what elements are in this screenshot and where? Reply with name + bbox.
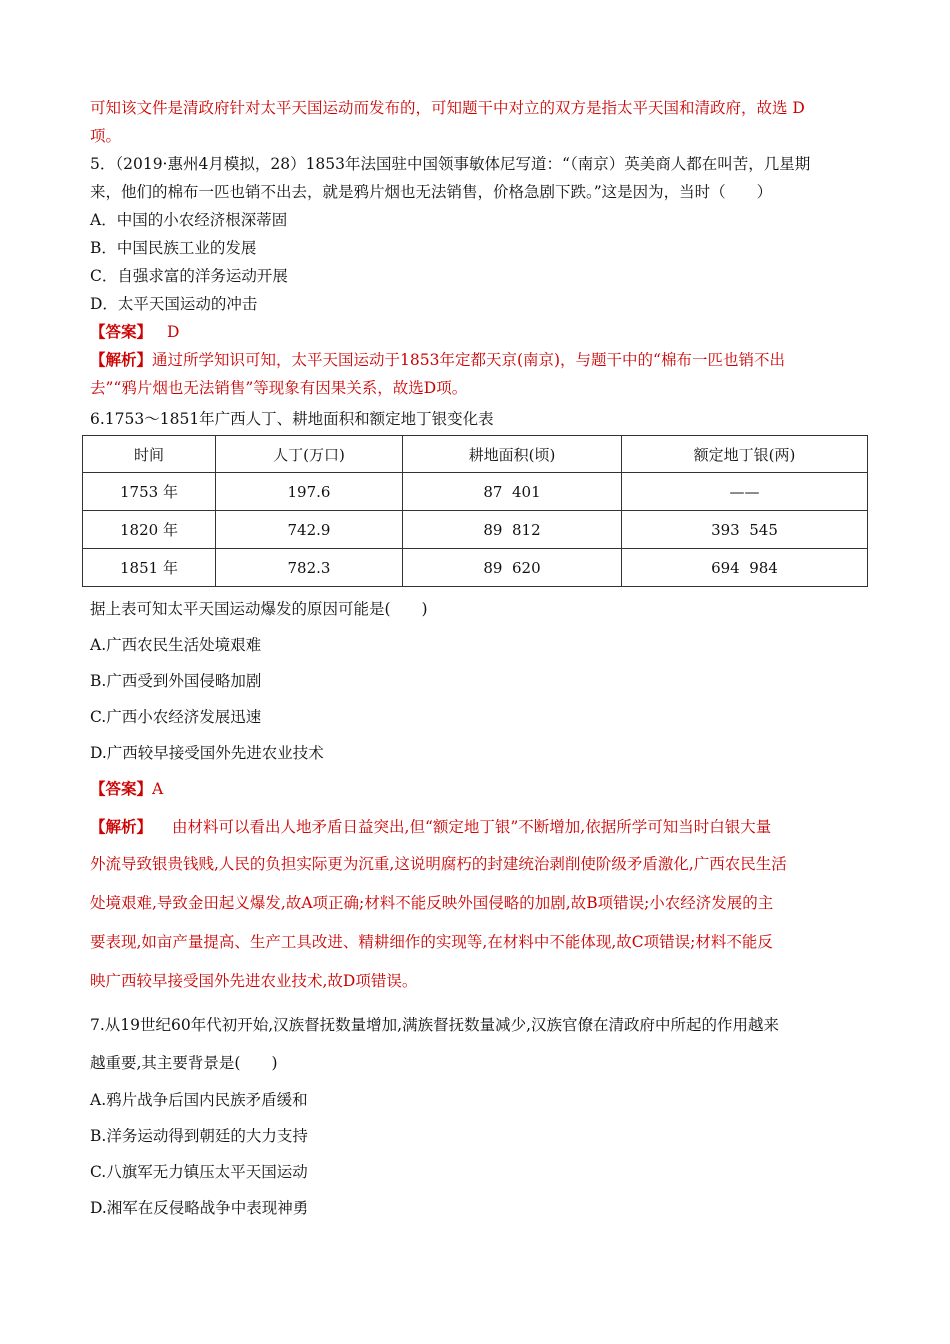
table-header-row [83, 436, 868, 473]
q6-analysis-tag: 【解析】 [90, 817, 153, 836]
q7-option-d: D.湘军在反侵略战争中表现神勇 [90, 1199, 309, 1217]
table-cell: 89 620 [403, 549, 622, 587]
q5-answer-value: D [166, 323, 180, 341]
q6-answer-value: A [152, 780, 164, 798]
table-cell: 694 984 [622, 549, 868, 587]
q5-stem-line-2: 来，他们的棉布一匹也销不出去，就是鸦片烟也无法销售，价格急剧下跌。”这是因为，当时（ ） [90, 183, 773, 201]
intro-analysis-line-1: 可知该文件是清政府针对太平天国运动而发布的，可知题干中对立的双方是指太平天国和清政府，故选 D [90, 99, 805, 117]
q6-answer [90, 778, 163, 800]
q7-stem-line-1: 7.从19世纪60年代初开始,汉族督抚数量增加,满族督抚数量减少,汉族官僚在清政府中所起的作用越来 [90, 1016, 780, 1034]
q7-option-b: B.洋务运动得到朝廷的大力支持 [90, 1127, 308, 1145]
table-cell: 1851 年 [83, 549, 216, 587]
q6-option-b: B.广西受到外国侵略加剧 [90, 672, 262, 690]
table-header-cell: 时间 [83, 436, 216, 473]
q5-answer [90, 321, 179, 343]
table-header-cell: 人丁(万口) [216, 436, 403, 473]
q7-stem-line-2: 越重要,其主要背景是( ) [90, 1054, 278, 1072]
q5-analysis-tag: 【解析】 [90, 350, 153, 369]
table-cell: 197.6 [216, 473, 403, 511]
table-cell: 782.3 [216, 549, 403, 587]
q5-answer-tag: 【答案】 [90, 322, 153, 341]
q6-analysis-line-1 [90, 816, 771, 838]
q5-option-a: A．中国的小农经济根深蒂固 [90, 211, 288, 229]
q6-analysis-line-2: 外流导致银贵钱贱,人民的负担实际更为沉重,这说明腐朽的封建统治剥削使阶级矛盾激化,广西农民生活 [90, 855, 787, 873]
table-cell: 87 401 [403, 473, 622, 511]
table-row [83, 511, 868, 549]
table-header-cell: 耕地面积(顷) [403, 436, 622, 473]
q5-analysis-line-2: 去”“鸦片烟也无法销售”等现象有因果关系，故选D项。 [90, 379, 468, 397]
q5-analysis-line-1 [90, 349, 785, 371]
q5-analysis-text-1: 通过所学知识可知，太平天国运动于1853年定都天京(南京)，与题干中的“棉布一匹也销不出 [152, 351, 785, 369]
q6-stem: 6.1753～1851年广西人丁、耕地面积和额定地丁银变化表 [90, 410, 494, 428]
q5-option-d: D．太平天国运动的冲击 [90, 295, 258, 313]
q6-analysis-line-5: 映广西较早接受国外先进农业技术,故D项错误。 [90, 972, 418, 990]
table-cell: 1753 年 [83, 473, 216, 511]
table-cell: —— [622, 473, 868, 511]
table-header-cell: 额定地丁银(两) [622, 436, 868, 473]
q5-stem-line-1: 5．（2019·惠州4月模拟，28）1853年法国驻中国领事敏体尼写道：“（南京）英美商人都在叫苦，几星期 [90, 155, 811, 173]
q6-analysis-text-1: 由材料可以看出人地矛盾日益突出,但“额定地丁银”不断增加,依据所学可知当时白银大量 [172, 818, 772, 836]
intro-analysis-line-2: 项。 [90, 127, 122, 145]
q6-option-d: D.广西较早接受国外先进农业技术 [90, 744, 324, 762]
table-cell: 393 545 [622, 511, 868, 549]
table-cell: 1820 年 [83, 511, 216, 549]
q5-option-c: C．自强求富的洋务运动开展 [90, 267, 288, 285]
q6-analysis-line-3: 处境艰难,导致金田起义爆发,故A项正确;材料不能反映外国侵略的加剧,故B项错误;小农经济发展的主 [90, 894, 774, 912]
table-row [83, 549, 868, 587]
q6-question: 据上表可知太平天国运动爆发的原因可能是( ) [90, 600, 428, 618]
table-cell: 742.9 [216, 511, 403, 549]
q7-option-a: A.鸦片战争后国内民族矛盾缓和 [90, 1091, 308, 1109]
q6-option-c: C.广西小农经济发展迅速 [90, 708, 262, 726]
table-cell: 89 812 [403, 511, 622, 549]
q6-analysis-line-4: 要表现,如亩产量提高、生产工具改进、精耕细作的实现等,在材料中不能体现,故C项错误;材料不能反 [90, 933, 773, 951]
table-row [83, 473, 868, 511]
q7-option-c: C.八旗军无力镇压太平天国运动 [90, 1163, 308, 1181]
q6-answer-tag: 【答案】 [90, 779, 153, 798]
q6-data-table [82, 435, 868, 587]
q5-option-b: B．中国民族工业的发展 [90, 239, 257, 257]
q6-option-a: A.广西农民生活处境艰难 [90, 636, 262, 654]
